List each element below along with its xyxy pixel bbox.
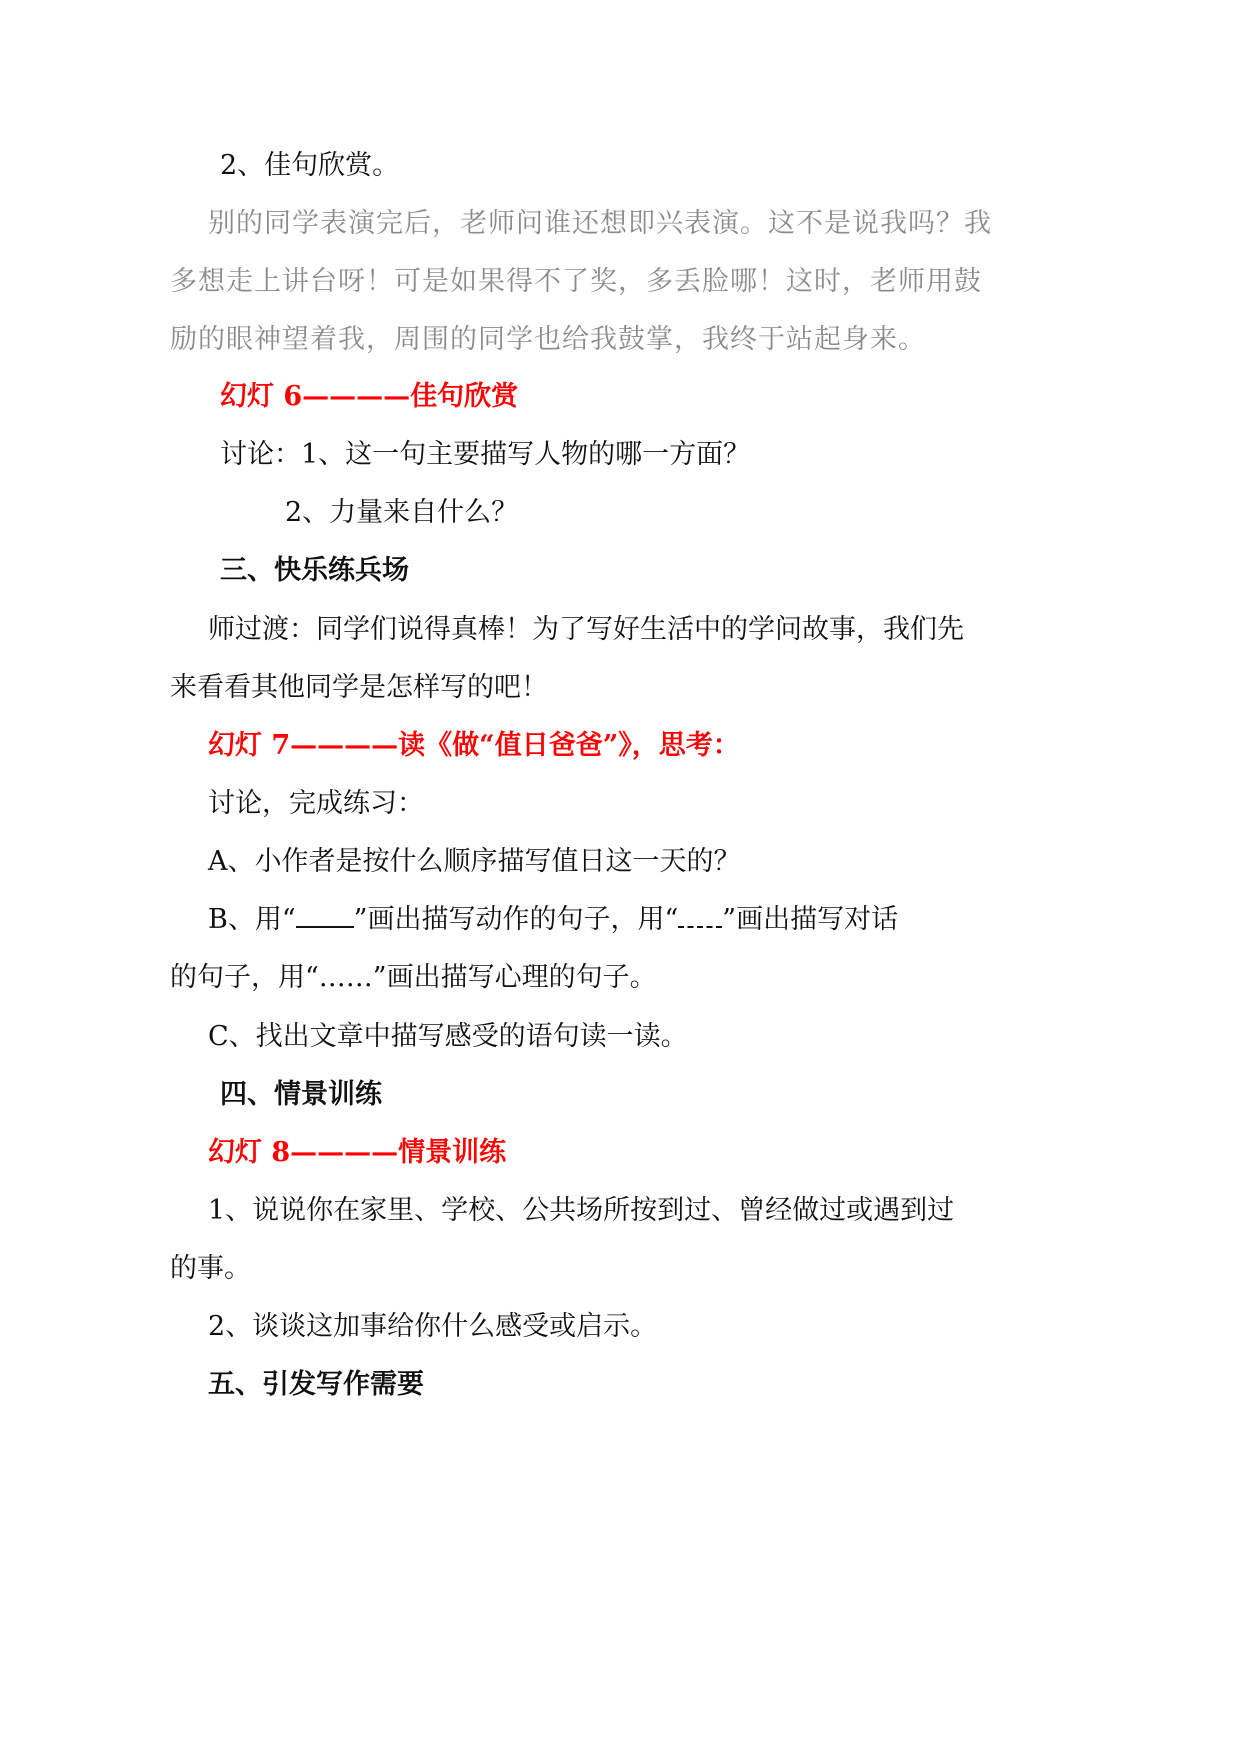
task-instruction: 讨论，完成练习：: [208, 788, 424, 819]
scenario-item-2: 2、谈谈这加事给你什么感受或启示。: [208, 1311, 658, 1342]
exercise-b-line-1: [208, 902, 898, 938]
solid-underline-mark: [296, 906, 354, 928]
dashed-underline-mark: [678, 906, 722, 928]
subheading-fine-sentences: 2、佳句欣赏。: [220, 150, 400, 181]
quote-line-2: 多想走上讲台呀！可是如果得不了奖，多丢脸哪！这时，老师用鼓: [170, 266, 982, 297]
scenario-item-1-line-1: 1、说说你在家里、学校、公共场所按到过、曾经做过或遇到过: [208, 1195, 955, 1226]
quote-line-1: 别的同学表演完后，老师问谁还想即兴表演。这不是说我吗？我: [208, 208, 992, 239]
discussion-question-2: 2、力量来自什么？: [285, 497, 519, 528]
transition-line-1: 师过渡：同学们说得真棒！为了写好生活中的学问故事，我们先: [208, 614, 964, 645]
slide-6-heading: 幻灯 6————佳句欣赏: [220, 381, 519, 412]
exercise-c: C、找出文章中描写感受的语句读一读。: [208, 1021, 688, 1052]
quote-line-3: 励的眼神望着我，周围的同学也给我鼓掌，我终于站起身来。: [170, 324, 926, 355]
section-3-heading: 三、快乐练兵场: [220, 555, 409, 586]
scenario-item-1-line-2: 的事。: [170, 1253, 251, 1284]
exercise-b-text-3: ”画出描写对话: [722, 904, 899, 935]
transition-line-2: 来看看其他同学是怎样写的吧！: [170, 672, 548, 703]
section-4-heading: 四、情景训练: [220, 1079, 382, 1110]
exercise-b-text-1: B、用“: [208, 904, 296, 935]
slide-8-heading: 幻灯 8————情景训练: [208, 1137, 507, 1168]
discussion-question-1: 讨论：1、这一句主要描写人物的哪一方面？: [220, 439, 751, 470]
exercise-b-line-2: 的句子，用“……”画出描写心理的句子。: [170, 962, 657, 993]
exercise-b-text-2: ”画出描写动作的句子，用“: [353, 904, 679, 935]
section-5-heading: 五、引发写作需要: [208, 1369, 424, 1400]
exercise-a: A、小作者是按什么顺序描写值日这一天的？: [208, 846, 741, 877]
slide-7-heading: 幻灯 7————读《做“值日爸爸”》，思考：: [208, 730, 740, 761]
